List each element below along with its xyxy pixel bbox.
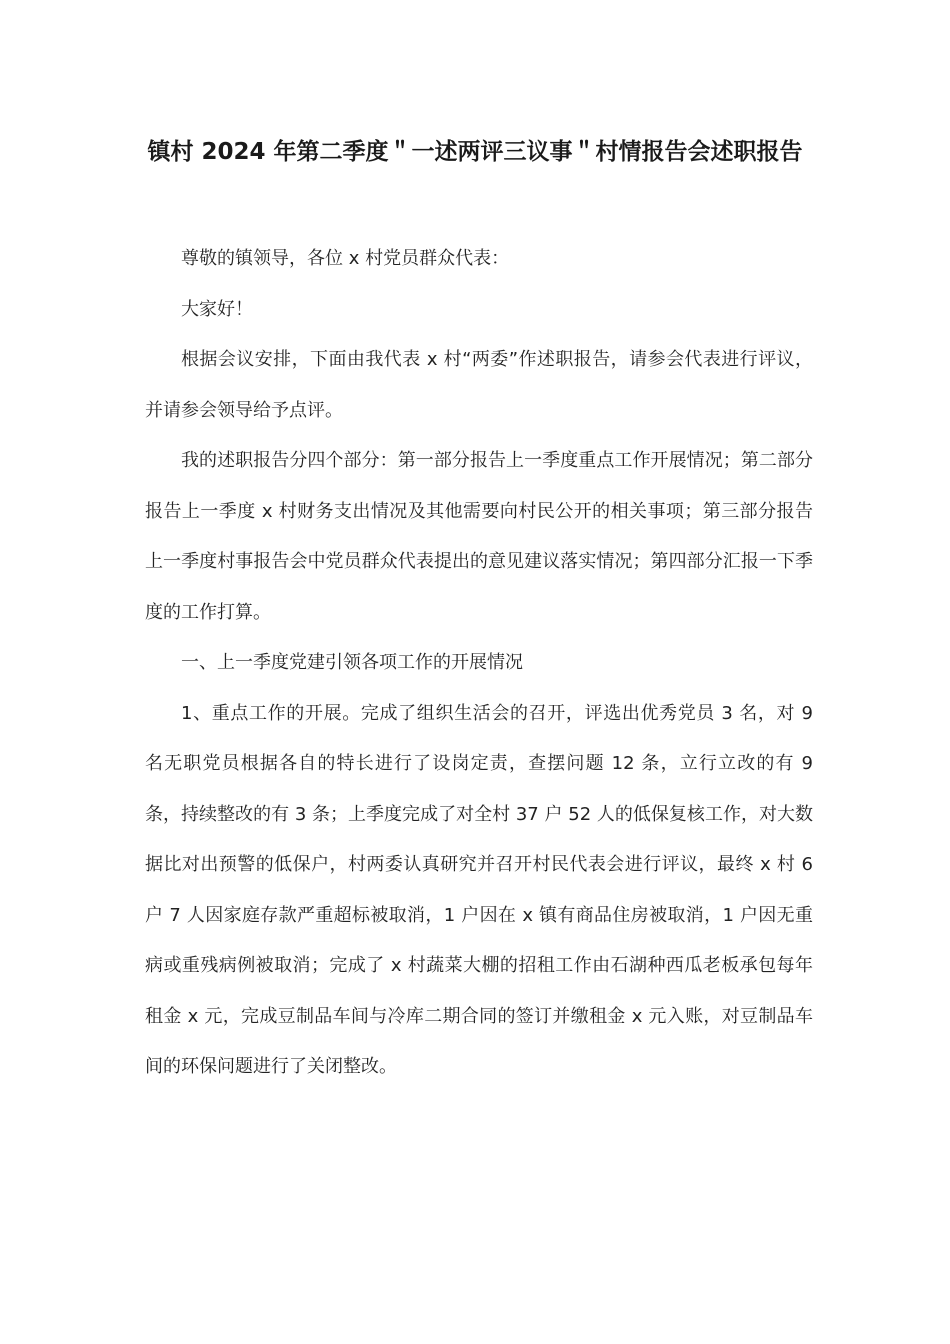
paragraph-outline: 我的述职报告分四个部分：第一部分报告上一季度重点工作开展情况；第二部分报告上一季度 x 村财务支出情况及其他需要向村民公开的相关事项；第三部分报告上一季度村事报告会中党员群众代表提出的意见建议落实情况；第四部分汇报一下季度的工作打算。 bbox=[145, 450, 813, 623]
paragraph-key-work: 1、重点工作的开展。完成了组织生活会的召开，评选出优秀党员 3 名，对 9 名无职党员根据各自的特长进行了设岗定责，查摆问题 12 条，立行立改的有 9 条，持续整改的有 3 条；上季度完成了对全村 37 户 52 人的低保复核工作，对大数据比对出预警的低保户，村两委认真研究并召开村民代表会进行评议，最终 x 村 6 户 7 人因家庭存款严重超标被取消，1 户因在 x 镇有商品住房被取消，1 户因无重病或重残病例被取消；完成了 x 村蔬菜大棚的招租工作由石湖种西瓜老板承包每年租金 x 元，完成豆制品车间与冷库二期合同的签订并缴租金 x 元入账，对豆制品车间的环保问题进行了关闭整改。 bbox=[145, 702, 813, 1077]
section-heading-1: 一、上一季度党建引领各项工作的开展情况 bbox=[181, 652, 523, 673]
document-title: 镇村 2024 年第二季度＂一述两评三议事＂村情报告会述职报告 bbox=[147, 139, 803, 165]
document-body bbox=[145, 234, 813, 1093]
paragraph-greeting: 大家好！ bbox=[181, 298, 253, 320]
paragraph-intro: 根据会议安排，下面由我代表 x 村“两委”作述职报告，请参会代表进行评议，并请参会领导给予点评。 bbox=[145, 349, 813, 421]
paragraph-salutation: 尊敬的镇领导，各位 x 村党员群众代表： bbox=[181, 248, 510, 269]
